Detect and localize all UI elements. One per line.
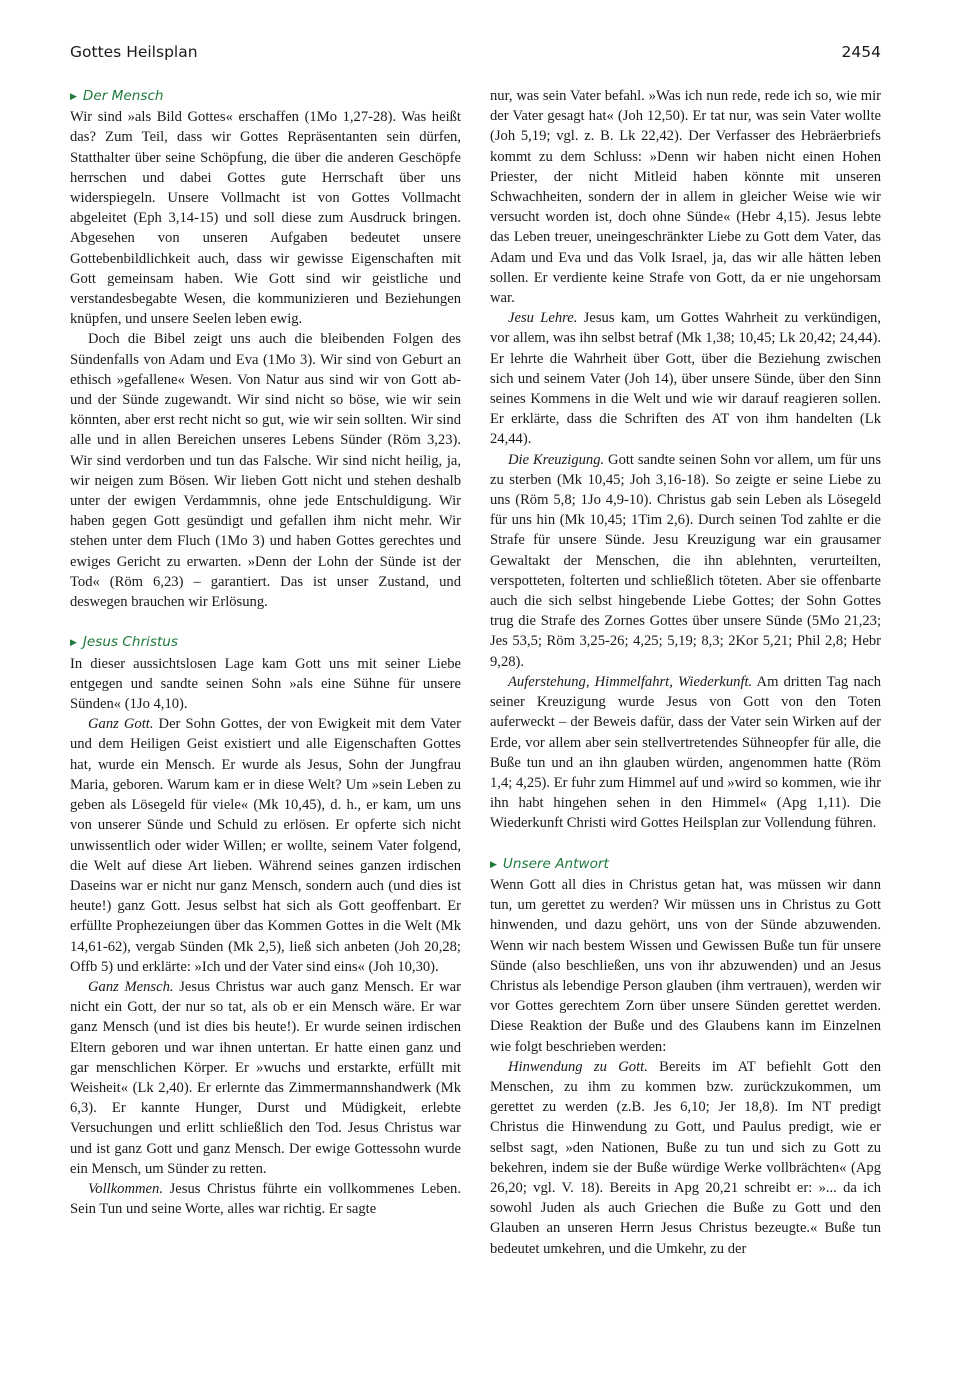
section-gap	[70, 612, 461, 632]
paragraph	[490, 1057, 881, 1259]
section-heading-text: Unsere Antwort	[502, 855, 609, 872]
section-heading-der-mensch	[70, 86, 461, 107]
paragraph: Doch die Bibel zeigt uns auch die bleibenden Folgen des Sündenfalls von Adam und Eva (1Mo 3). Wir sind von Geburt an ethisch »gefallene« Wesen. Von Natur aus sind wir von Gott ab- und der Sünde zugewandt. Wir sind nicht so böse, wie wir sein könnten, aber erst recht nicht so gut, wie wir sein sollten. Wir sind alle und in allen Bereichen unseres Lebens Sünder (Röm 3,23). Wir sind verdorben und tun das Falsche. Wir sind nicht heilig, ja, wir neigen zum Bösen. Wir lieben Gott nicht und stehen deshalb unter der ewigen Verdammnis, ohne jede Entschuldigung. Wir haben gegen Gott gesündigt und gefallen ihm nicht mehr. Wir stehen unter dem Fluch (1Mo 3) und haben Gottes gerechtes und ewiges Gericht zu erwarten. »Denn der Lohn der Sünde ist der Tod« (Röm 6,23) – garantiert. Das ist unser Zustand, und deswegen brauchen wir Erlösung.	[70, 331, 461, 611]
paragraph-body: Jesus Christus führte ein vollkommenes Leben. Sein Tun und seine Worte, alles war richtig. Er sagte	[70, 1180, 461, 1218]
section-heading-text: Jesus Christus	[82, 634, 178, 651]
paragraph	[490, 450, 881, 672]
paragraph-lead: Ganz Mensch.	[88, 978, 174, 995]
section-heading-unsere-antwort	[490, 854, 881, 875]
paragraph-body: Jesus Christus war auch ganz Mensch. Er war nicht ein Gott, der nur so tat, als ob er ein Mensch wäre. Er war ganz Mensch (und ist dies bis heute!). Er wurde seinen irdischen Eltern geboren und war ihnen untertan. Er hatte einen ganz und gar menschlichen Körper. Er »wuchs und erstarkte, erfüllt mit Weisheit« (Lk 2,40). Er erlernte das Zimmermannshandwerk (Mk 6,3). Er kannte Hunger, Durst und Müdigkeit, erlebte Versuchungen und erlitt schließlich den Tod. Jesus Christus war und ist ganz Gott und ganz Mensch. Der ewige Gottessohn wurde ein Mensch, um Sünder zu retten.	[70, 978, 461, 1177]
running-title: Gottes Heilsplan	[70, 43, 198, 61]
right-column	[490, 86, 881, 1259]
paragraph-body: Am dritten Tag nach seiner Kreuzigung wurde Jesus von Gott von den Toten auferweckt – der Beweis dafür, dass der Vater sein Wirken auf der Erde, vor allem aber sein stellvertretendes Sühneopfer für alle, die Buße tun und an ihn glauben würden, angenommen hatte (Röm 1,4; 4,25). Er fuhr zum Himmel auf und »wird so kommen, wie ihr ihn habt hingehen sehen in den Himmel« (Apg 1,11). Die Wiederkunft Christi wird Gottes Heilsplan zur Vollendung führen.	[490, 673, 881, 832]
paragraph-body: Der Sohn Gottes, der von Ewigkeit mit dem Vater und dem Heiligen Geist existiert und alle Eigenschaften Gottes hat, wurde ein Mensch. Er wurde als Jesus, Sohn der Jungfrau Maria, geboren. Warum kam er in diese Welt? Um »sein Leben zu geben als Lösegeld für viele« (Mk 10,45), d. h., er kam, um uns von unserer Sünde und Schuld zu erlösen. Er opferte sich nicht unwissentlich oder wider Willen; er wollte, seinem Vater folgend, die Welt auf diese Art lieben. Während seines ganzen irdischen Daseins war er nicht nur ganz Mensch, sondern auch (und dies ist heute!) ganz Gott. Jesus selbst hat sich als Gott geoffenbart. Er erfüllte Prophezeiungen über das Kommen Gottes in die Welt (Mk 14,61-62), vergab Sünden (Mk 2,5), ließ sich anbeten (Joh 20,28; Offb 5) und erklärte: »Ich und der Vater sind eins« (Joh 10,30).	[70, 716, 461, 975]
paragraph: In dieser aussichtslosen Lage kam Gott uns mit seiner Liebe entgegen und sandte seinen Sohn »als eine Sühne für unsere Sünden« (1Jo 4,10).	[70, 655, 461, 713]
paragraph-lead: Jesu Lehre.	[508, 310, 578, 327]
paragraph	[70, 977, 461, 1179]
page-number: 2454	[841, 43, 881, 61]
paragraph	[70, 1179, 461, 1219]
paragraph	[70, 714, 461, 977]
paragraph	[490, 672, 881, 834]
triangle-marker-icon: ▶	[70, 92, 77, 102]
paragraph-body: Bereits im AT befiehlt Gott den Menschen, zu ihm zu kommen bzw. zurückzukommen, um gerettet zu werden (z.B. Jes 6,10; Jer 18,8). Im NT predigt Christus die Hinwendung zu Gott, und Paulus predigt, wie er selbst sagt, »den Nationen, Buße zu tun und sich zu Gott zu bekehren, indem sie der Buße würdige Werke vollbrächten« (Apg 26,20; vgl. V. 18). Bereits in Apg 20,21 schreibt er: »... da ich sowohl Juden als auch Griechen die Buße zu Gott und den Glauben an unseren Herrn Jesus Christus bezeugte.« Buße tun bedeutet umkehren, und die Umkehr, zu der	[490, 1058, 881, 1257]
paragraph-body: Gott sandte seinen Sohn vor allem, um für uns zu sterben (Mk 10,45; Joh 3,16-18). So zeigte er seine Liebe zu uns (Röm 5,8; 1Jo 4,9-10). Christus gab sein Leben als Lösegeld für uns hin (Mk 10,45; 1Tim 2,6). Durch seinen Tod zahlte er die Strafe für unsere Sünde. Jesu Kreuzigung war ein grausamer Gewaltakt der Menschen, die ihn ablehnten, verurteilten, verspotteten, folterten und schließlich töteten. Aber sie offenbarte auch die sich selbst hingebende Liebe Gottes; der Sohn Gottes trug die Strafe des Zornes Gottes über unsere Sünde (5Mo 21,23; Jes 53,5; Röm 3,25-26; 4,25; 5,19; 8,3; 2Kor 5,21; Phil 2,8; Hebr 9,28).	[490, 451, 882, 670]
section-gap	[490, 834, 881, 854]
left-column	[70, 86, 461, 1219]
paragraph: Wenn Gott all dies in Christus getan hat, was müssen wir dann tun, um gerettet zu werden? Wir müssen uns in Christus zu Gott hinwenden, und dazu gehört, uns von der Sünde abzuwenden. Wenn wir nach bestem Wissen und Gewissen Buße tun für unsere Sünde (also beschließen, uns von ihr abzuwenden) und an Jesus Christus als lebendige Person glauben (ihm vertrauen), werden wir vor Gottes gerechtem Zorn über unsere Sünden gerettet werden. Diese Reaktion der Buße und des Glaubens kann im Einzelnen wie folgt beschrieben werden:	[490, 876, 881, 1055]
section-heading-text: Der Mensch	[82, 88, 164, 104]
paragraph-lead: Vollkommen.	[88, 1180, 163, 1197]
paragraph-lead: Die Kreuzigung.	[508, 451, 605, 468]
paragraph: Wir sind »als Bild Gottes« erschaffen (1Mo 1,27-28). Was heißt das? Zum Teil, dass wir Gottes Repräsentanten sein dürfen, Statthalter über seine Schöpfung, die über die anderen Geschöpfe herrschen und dabei Gottes gute Herrschaft über uns widerspiegeln. Unsere Vollmacht ist von Gottes Vollmacht abgeleitet (Eph 3,14-15) und soll diese zum Ausdruck bringen. Abgesehen von unseren Aufgaben bedeutet unsere Gottebenbildlichkeit auch, dass wir gewisse Eigenschaften mit Gott gemeinsam haben. Wie Gott sind wir geistliche und verstandesbegabte Wesen, die kommunizieren und Beziehungen knüpfen, und unsere Seelen leben ewig.	[70, 109, 461, 328]
triangle-marker-icon: ▶	[70, 638, 77, 649]
paragraph-body: Jesus kam, um Gottes Wahrheit zu verkündigen, vor allem, was ihn selbst betraf (Mk 1,38; 10,45; Lk 20,42; 24,44). Er lehrte die Wahrheit über Gott, über die Beziehung zwischen sich und seinem Vater (Joh 14), über unsere Sünde, über den Sinn seines Kommens in die Welt und wie wir darauf reagieren sollen. Er erklärte, dass die Schriften des AT von ihm handelten (Lk 24,44).	[490, 310, 882, 448]
paragraph-lead: Ganz Gott.	[88, 716, 154, 733]
triangle-marker-icon: ▶	[490, 859, 497, 870]
paragraph-lead: Auferstehung, Himmelfahrt, Wiederkunft.	[508, 673, 753, 690]
paragraph	[490, 308, 881, 449]
section-heading-jesus-christus	[70, 632, 461, 653]
paragraph-lead: Hinwendung zu Gott.	[508, 1058, 648, 1075]
paragraph: nur, was sein Vater befahl. »Was ich nun rede, rede ich so, wie mir der Vater gesagt hat« (Joh 12,50). Er tat nur, was sein Vater wollte (Joh 5,19; vgl. z. B. Lk 22,42). Der Verfasser des Hebräerbriefs kommt zu dem Schluss: »Denn wir haben nicht einen Hohen Priester, der nicht Mitleid haben könnte mit unseren Schwachheiten, sondern der in allem in gleicher Weise wie wir versucht worden ist, doch ohne Sünde« (Hebr 4,15). Jesus lebte das Leben treuer, uneingeschränkter Liebe zu Gott dem Vater, das Adam und Eva und das Volk Israel, ja, das wir alle hätten leben sollen. Er verdiente keine Strafe von Gott, da er nie ungehorsam war.	[490, 88, 881, 307]
page-header	[70, 43, 881, 65]
